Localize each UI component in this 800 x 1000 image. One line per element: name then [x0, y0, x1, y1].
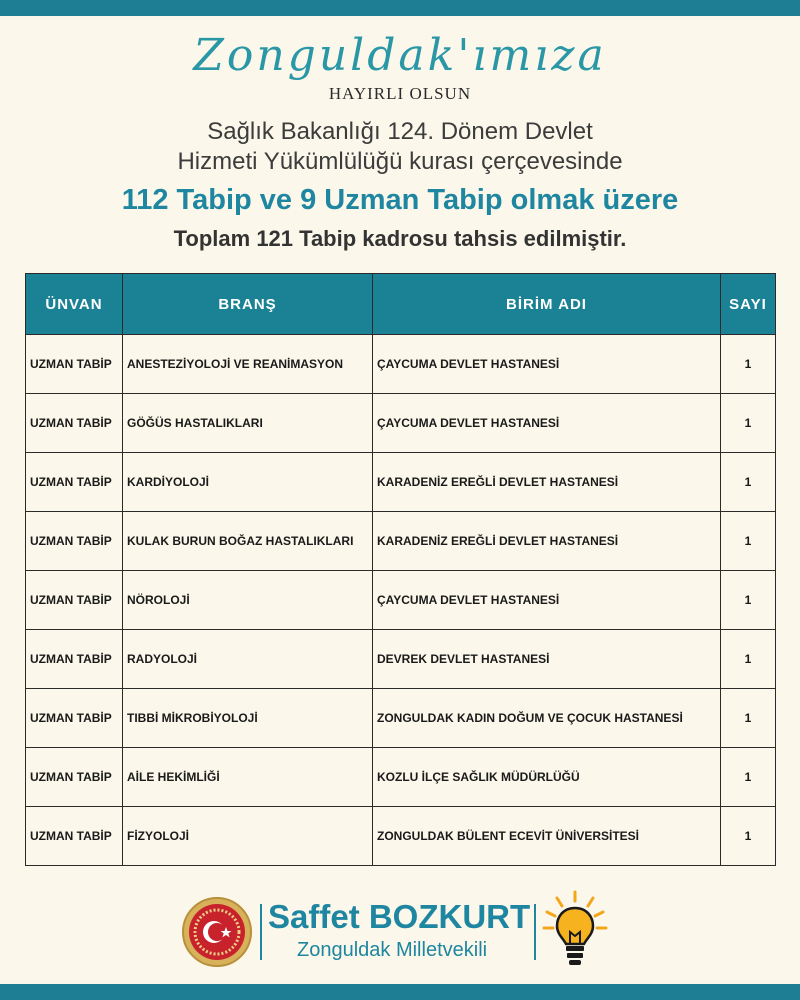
tbmm-emblem-icon	[181, 896, 253, 968]
header-sayi: SAYI	[721, 274, 776, 335]
footer-separator	[534, 904, 536, 960]
cell-birim: KARADENİZ EREĞLİ DEVLET HASTANESİ	[373, 512, 721, 571]
cell-sayi: 1	[721, 807, 776, 866]
cell-unvan: UZMAN TABİP	[26, 689, 123, 748]
table-row	[26, 689, 776, 748]
table-header-row	[26, 274, 776, 335]
footer-separator	[260, 904, 262, 960]
cell-sayi: 1	[721, 394, 776, 453]
cell-unvan: UZMAN TABİP	[26, 630, 123, 689]
cell-birim: ÇAYCUMA DEVLET HASTANESİ	[373, 394, 721, 453]
cell-birim: KARADENİZ EREĞLİ DEVLET HASTANESİ	[373, 453, 721, 512]
cell-unvan: UZMAN TABİP	[26, 571, 123, 630]
cell-brans: NÖROLOJİ	[123, 571, 373, 630]
table-row	[26, 335, 776, 394]
script-title: Zonguldak'ımıza	[193, 30, 607, 81]
cell-birim: ÇAYCUMA DEVLET HASTANESİ	[373, 335, 721, 394]
cell-brans: GÖĞÜS HASTALIKLARI	[123, 394, 373, 453]
subtitle: HAYIRLI OLSUN	[328, 84, 472, 103]
cell-sayi: 1	[721, 335, 776, 394]
intro-line-1: Sağlık Bakanlığı 124. Dönem Devlet	[207, 118, 593, 145]
table-row	[26, 512, 776, 571]
cell-sayi: 1	[721, 453, 776, 512]
table-row	[26, 807, 776, 866]
cell-brans: KULAK BURUN BOĞAZ HASTALIKLARI	[123, 512, 373, 571]
signature-footer	[0, 888, 800, 978]
cell-birim: ZONGULDAK BÜLENT ECEVİT ÜNİVERSİTESİ	[373, 807, 721, 866]
cell-brans: ANESTEZİYOLOJİ VE REANİMASYON	[123, 335, 373, 394]
cell-birim: KOZLU İLÇE SAĞLIK MÜDÜRLÜĞÜ	[373, 748, 721, 807]
cell-sayi: 1	[721, 512, 776, 571]
header-unvan: ÜNVAN	[26, 274, 123, 335]
bottom-accent-bar	[0, 984, 800, 1000]
top-accent-bar	[0, 0, 800, 16]
total-line: Toplam 121 Tabip kadrosu tahsis edilmiştir.	[173, 226, 627, 251]
table-row	[26, 453, 776, 512]
table-row	[26, 394, 776, 453]
cell-unvan: UZMAN TABİP	[26, 807, 123, 866]
mp-role: Zonguldak Milletvekili	[297, 939, 488, 961]
table-row	[26, 748, 776, 807]
cell-sayi: 1	[721, 630, 776, 689]
cell-brans: KARDİYOLOJİ	[123, 453, 373, 512]
highlight-line: 112 Tabip ve 9 Uzman Tabip olmak üzere	[121, 184, 679, 216]
cell-brans: FİZYOLOJİ	[123, 807, 373, 866]
intro-line-2: Hizmeti Yükümlülüğü kurası çerçevesinde	[177, 148, 623, 175]
cell-sayi: 1	[721, 748, 776, 807]
table-row	[26, 630, 776, 689]
cell-birim: DEVREK DEVLET HASTANESİ	[373, 630, 721, 689]
mp-name: Saffet BOZKURT	[268, 898, 531, 935]
cell-unvan: UZMAN TABİP	[26, 748, 123, 807]
cell-unvan: UZMAN TABİP	[26, 394, 123, 453]
header-brans: BRANŞ	[123, 274, 373, 335]
cell-brans: AİLE HEKİMLİĞİ	[123, 748, 373, 807]
lightbulb-logo-icon	[540, 888, 610, 972]
cell-birim: ZONGULDAK KADIN DOĞUM VE ÇOCUK HASTANESİ	[373, 689, 721, 748]
cell-birim: ÇAYCUMA DEVLET HASTANESİ	[373, 571, 721, 630]
cell-unvan: UZMAN TABİP	[26, 512, 123, 571]
cell-brans: TIBBİ MİKROBİYOLOJİ	[123, 689, 373, 748]
cell-brans: RADYOLOJİ	[123, 630, 373, 689]
header-birim-adi: BİRİM ADI	[373, 274, 721, 335]
cell-unvan: UZMAN TABİP	[26, 453, 123, 512]
cell-sayi: 1	[721, 571, 776, 630]
assignment-table	[25, 273, 776, 866]
cell-unvan: UZMAN TABİP	[26, 335, 123, 394]
table-row	[26, 571, 776, 630]
cell-sayi: 1	[721, 689, 776, 748]
